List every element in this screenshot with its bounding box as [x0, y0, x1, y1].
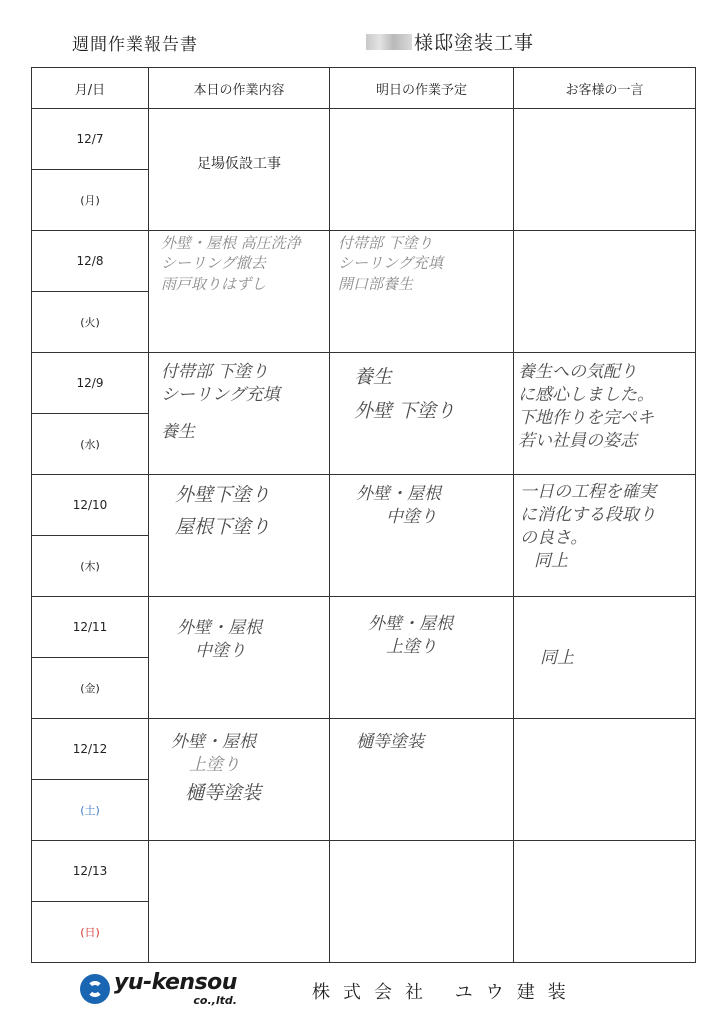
row-date: 12/13: [32, 841, 149, 902]
tomorrow-cell: [330, 231, 514, 353]
customer-cell: [514, 109, 696, 231]
weekly-report-table: [31, 67, 696, 963]
handwritten-line: 樋等塗装: [185, 781, 262, 804]
row-weekday: (土): [32, 780, 149, 841]
handwritten-line: 樋等塗装: [356, 732, 424, 752]
customer-cell: [514, 841, 696, 963]
handwritten-line: 外壁下塗り: [175, 484, 271, 506]
table-row: [32, 719, 696, 780]
row-weekday: (火): [32, 292, 149, 353]
row-weekday: (金): [32, 658, 149, 719]
customer-cell: [514, 475, 696, 597]
row-date: 12/7: [32, 109, 149, 170]
row-weekday: (水): [32, 414, 149, 475]
handwritten-line: シーリング充填: [161, 384, 280, 405]
handwritten-line: 外壁・屋根: [171, 732, 256, 752]
handwritten-line: 養生: [161, 421, 195, 442]
handwritten-line: 同上: [534, 550, 568, 571]
swirl-logo-icon: [80, 974, 110, 1004]
column-header-today: 本日の作業内容: [149, 68, 330, 109]
row-date: 12/12: [32, 719, 149, 780]
handwritten-line: 付帯部 下塗り: [161, 362, 269, 382]
today-cell: [149, 353, 330, 475]
row-date: 12/11: [32, 597, 149, 658]
today-cell: [149, 719, 330, 841]
customer-cell: [514, 719, 696, 841]
company-name: 株式会社 ユウ建装: [312, 982, 579, 1003]
handwritten-line: 上塗り: [386, 636, 437, 657]
row-date: 12/9: [32, 353, 149, 414]
tomorrow-cell: [330, 475, 514, 597]
handwritten-line: 外壁・屋根 高圧洗浄: [161, 234, 301, 252]
row-date: 12/8: [32, 231, 149, 292]
handwritten-line: 屋根下塗り: [175, 515, 271, 538]
handwritten-line: 外壁 下塗り: [354, 399, 456, 422]
row-weekday: (日): [32, 902, 149, 963]
column-header-customer: お客様の一言: [514, 68, 696, 109]
handwritten-line: 養生: [354, 366, 393, 388]
handwritten-line: 一日の工程を確実: [520, 482, 656, 502]
handwritten-line: 外壁・屋根: [177, 618, 262, 638]
column-header-date: 月/日: [32, 68, 149, 109]
project-title-text: 様邸塗装工事: [414, 32, 535, 54]
handwritten-line: 養生への気配り: [518, 362, 637, 382]
logo-subtitle: co.,ltd.: [193, 994, 237, 1007]
table-row: [32, 597, 696, 658]
table-row: [32, 841, 696, 902]
tomorrow-cell: [330, 353, 514, 475]
table-row: [32, 475, 696, 536]
handwritten-line: 付帯部 下塗り: [338, 234, 433, 252]
handwritten-line: 若い社員の姿志: [518, 430, 637, 451]
tomorrow-cell: [330, 597, 514, 719]
handwritten-line: 中塗り: [195, 640, 246, 661]
handwritten-line: 雨戸取りはずし: [161, 274, 267, 293]
today-cell: [149, 597, 330, 719]
customer-cell: [514, 231, 696, 353]
redacted-name: [366, 34, 412, 50]
customer-cell: [514, 353, 696, 475]
handwritten-line: 同上: [540, 648, 574, 668]
report-title: 週間作業報告書: [72, 35, 198, 55]
today-cell: [149, 475, 330, 597]
handwritten-line: シーリング撤去: [161, 254, 266, 273]
handwritten-line: に消化する段取り: [520, 504, 656, 525]
today-cell: [149, 841, 330, 963]
footer: [0, 968, 724, 1024]
row-weekday: (木): [32, 536, 149, 597]
today-cell: [149, 109, 330, 231]
handwritten-line: シーリング充填: [338, 254, 443, 273]
handwritten-line: 開口部養生: [338, 274, 414, 293]
table-row: [32, 231, 696, 292]
today-work-text: 足場仮設工事: [197, 156, 281, 172]
handwritten-line: の良さ。: [520, 527, 588, 548]
handwritten-line: 下地作りを完ペキ: [518, 407, 654, 428]
tomorrow-cell: [330, 719, 514, 841]
logo-name: yu-kensou: [114, 970, 237, 995]
tomorrow-cell: [330, 841, 514, 963]
handwritten-line: 中塗り: [386, 506, 437, 527]
column-header-tomorrow: 明日の作業予定: [330, 68, 514, 109]
row-weekday: (月): [32, 170, 149, 231]
today-cell: [149, 231, 330, 353]
handwritten-line: 外壁・屋根: [356, 484, 441, 504]
handwritten-line: 上塗り: [189, 754, 240, 775]
table-row: [32, 109, 696, 170]
handwritten-line: 外壁・屋根: [368, 614, 453, 634]
handwritten-line: に感心しました。: [518, 384, 654, 405]
row-date: 12/10: [32, 475, 149, 536]
project-title: [366, 28, 534, 55]
tomorrow-cell: [330, 109, 514, 231]
customer-cell: [514, 597, 696, 719]
company-logo: [80, 972, 237, 1006]
table-row: [32, 353, 696, 414]
